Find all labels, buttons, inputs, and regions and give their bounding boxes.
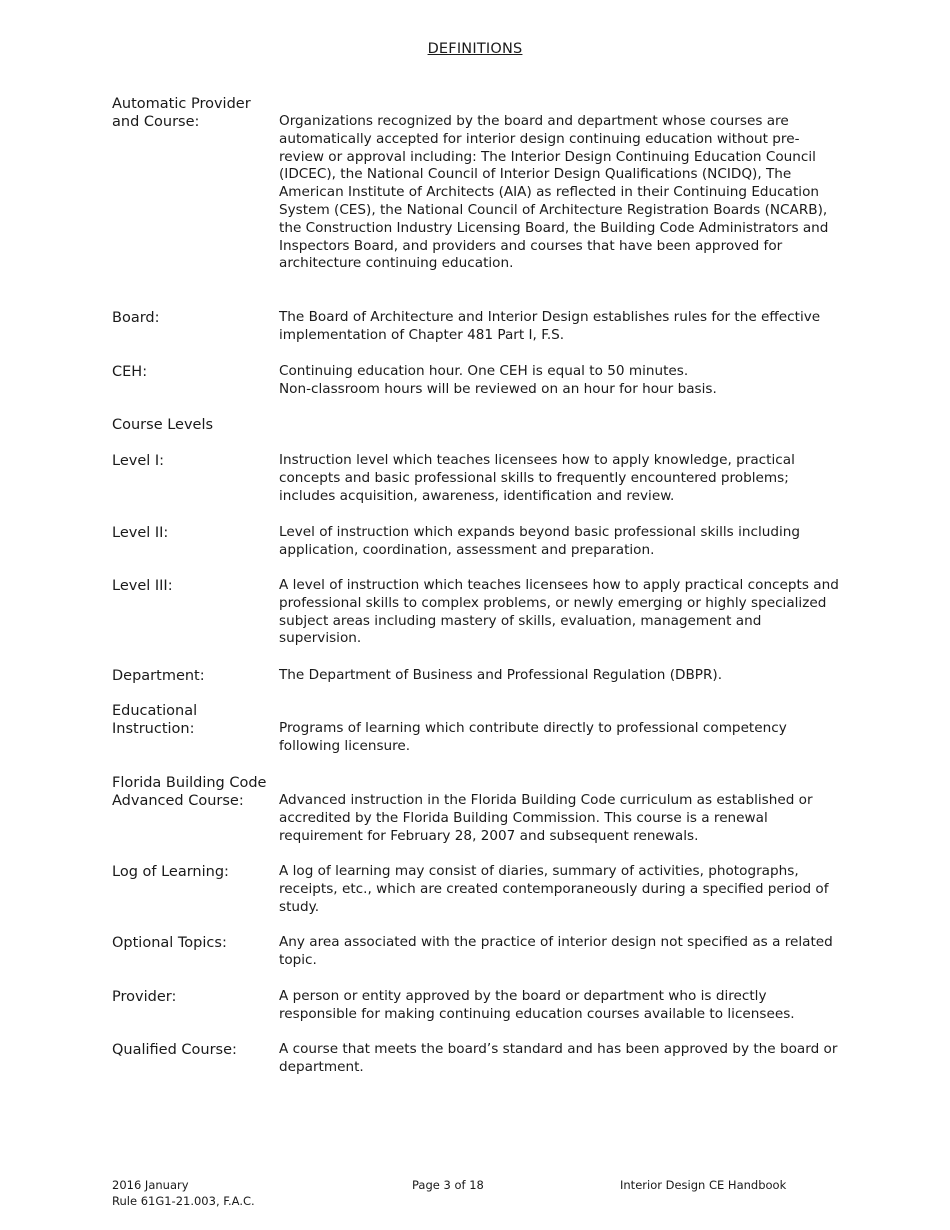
- definition-text: Any area associated with the practice of interior design not specified as a related topic.: [279, 934, 833, 968]
- footer-page-number: Page 3 of 18: [412, 1178, 484, 1192]
- definition-text: A level of instruction which teaches licensees how to apply practical concepts and professional skills to complex problems, or newly emerging or highly specialized subject areas including mastery of skills, evaluation, management and supervision.: [279, 577, 839, 647]
- definition-text: A log of learning may consist of diaries, summary of activities, photographs, receipts, etc., which are created contemporaneously during a specified period of study.: [279, 863, 829, 915]
- term-label: Level III:: [112, 578, 173, 594]
- definition-text: Instruction level which teaches licensees how to apply knowledge, practical concepts and basic professional skills to frequently encountered problems; includes acquisition, awareness, identification and review.: [279, 452, 795, 504]
- term-label: Florida Building Code Advanced Course:: [112, 775, 267, 809]
- footer-handbook-title: Interior Design CE Handbook: [620, 1178, 787, 1192]
- footer-left: [112, 1177, 255, 1209]
- definition-text: Advanced instruction in the Florida Building Code curriculum as established or accredited by the Florida Building Commission. This course is a renewal requirement for February 28, 2007 and subsequent renewals.: [279, 792, 813, 844]
- term-label: Level II:: [112, 525, 169, 541]
- definition-text: The Board of Architecture and Interior Design establishes rules for the effective implementation of Chapter 481 Part I, F.S.: [279, 309, 821, 343]
- term-label: Board:: [112, 310, 160, 326]
- definition-text: A person or entity approved by the board or department who is directly responsible for making continuing education courses available to licensees.: [279, 988, 795, 1022]
- definition-text: Level of instruction which expands beyond basic professional skills including application, coordination, assessment and preparation.: [279, 524, 800, 558]
- definition-text: A course that meets the board’s standard and has been approved by the board or department.: [279, 1041, 838, 1075]
- definition-text: Continuing education hour. One CEH is equal to 50 minutes. Non-classroom hours will be reviewed on an hour for hour basis.: [279, 363, 717, 397]
- term-label: Department:: [112, 668, 205, 684]
- term-label: Provider:: [112, 989, 177, 1005]
- footer-date: 2016 January: [112, 1178, 189, 1192]
- definition-text: The Department of Business and Professional Regulation (DBPR).: [279, 667, 723, 683]
- term-label: Automatic Provider and Course:: [112, 96, 251, 130]
- definition-text: Programs of learning which contribute directly to professional competency following licensure.: [279, 720, 787, 754]
- term-label: Optional Topics:: [112, 935, 227, 951]
- footer-rule: Rule 61G1-21.003, F.A.C.: [112, 1194, 255, 1208]
- term-label: Qualified Course:: [112, 1042, 237, 1058]
- page-title: DEFINITIONS: [427, 41, 523, 57]
- term-label: CEH:: [112, 364, 148, 380]
- term-label: Educational Instruction:: [112, 703, 198, 737]
- definition-text: Organizations recognized by the board and department whose courses are automatically accepted for interior design continuing education without pre-review or approval including: The Interior Design Continuing Education Council (IDCEC), the National Council of Interior Design Qualifications (NCIDQ), The American Institute of Architects (AIA) as reflected in their Continuing Education System (CES), the National Council of Architecture Registration Boards (NCARB), the Construction Industry Licensing Board, the Building Code Administrators and Inspectors Board, and providers and courses that have been approved for architecture continuing education.: [279, 113, 829, 272]
- term-label: Level I:: [112, 453, 165, 469]
- term-label: Log of Learning:: [112, 864, 229, 880]
- term-label: Course Levels: [112, 417, 214, 433]
